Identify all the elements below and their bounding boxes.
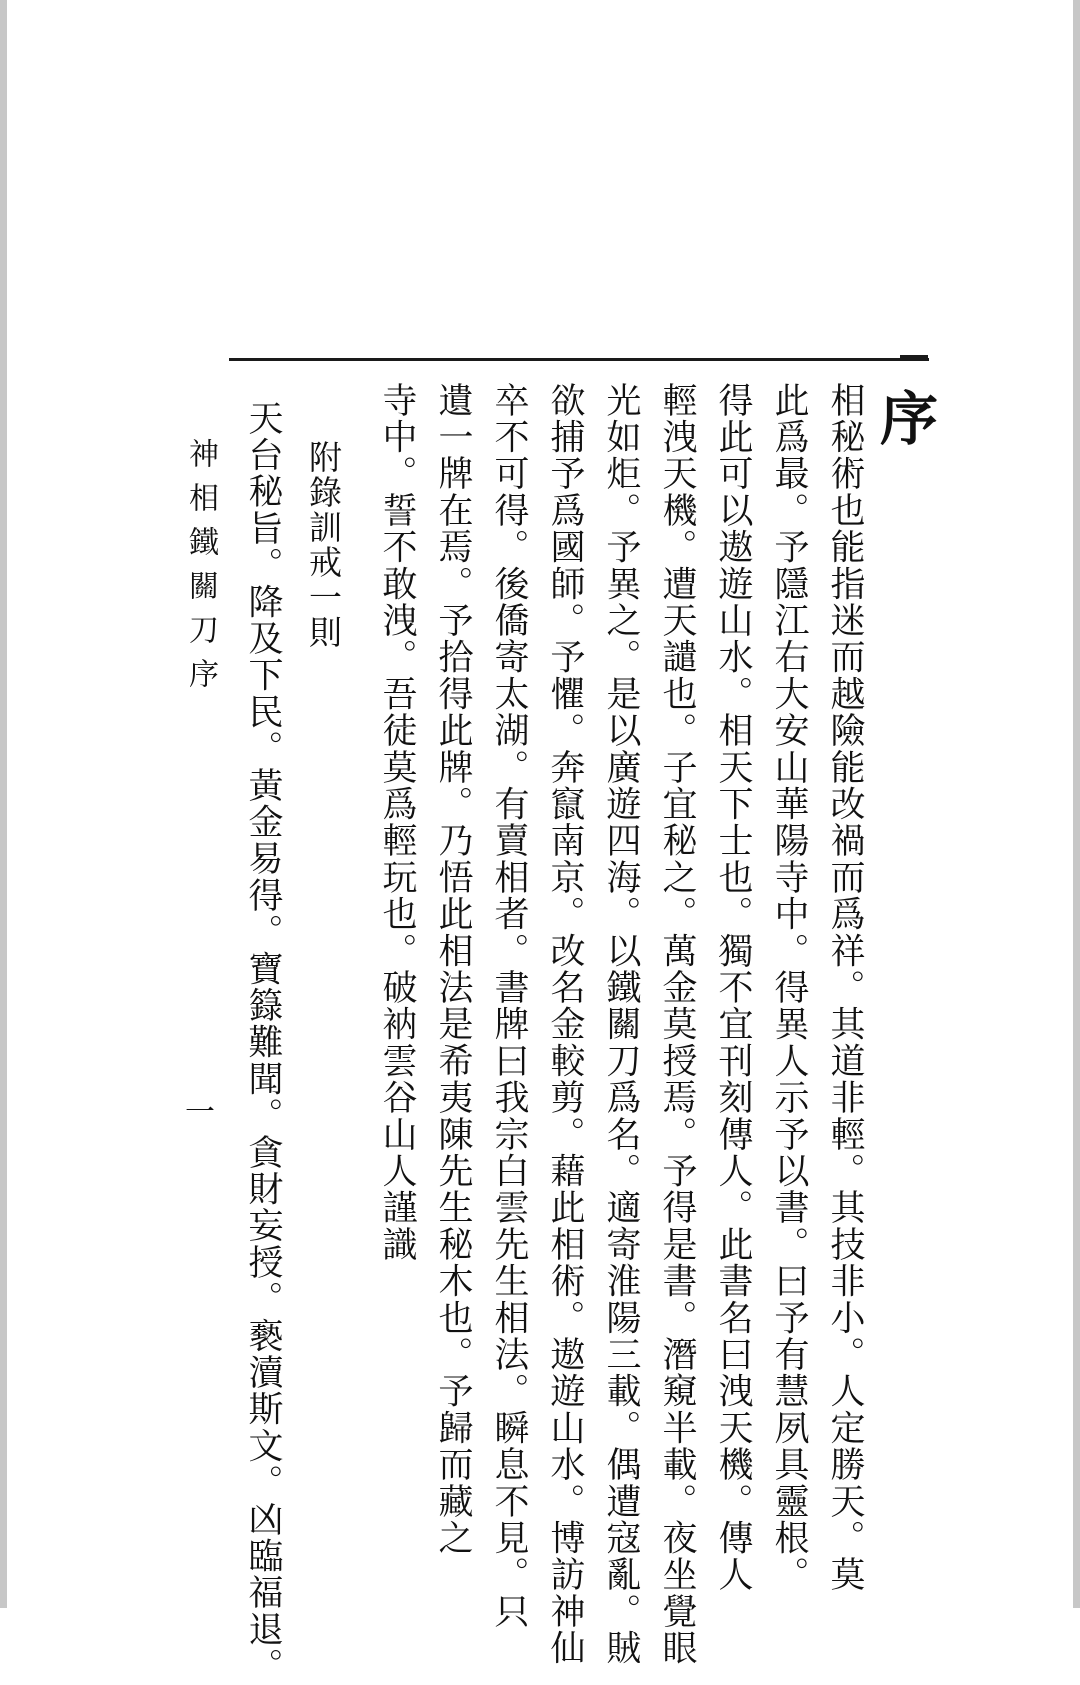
preface-column-2: 此爲最。予隱江右大安山華陽寺中。得異人示予以書。曰予有慧夙具靈根。	[769, 382, 809, 1594]
preface-column-1: 相秘術也能指迷而越險能改禍而爲祥。其道非輕。其技非小。人定勝天。莫	[825, 382, 865, 1594]
top-rule-hook	[900, 355, 928, 358]
preface-column-7: 卒不可得。後僑寄太湖。有賣相者。書牌曰我宗白雲先生相法。瞬息不見。只	[489, 382, 529, 1630]
preface-column-3: 得此可以遨遊山水。相天下士也。獨不宜刊刻傳人。此書名曰洩天機。傳人	[713, 382, 753, 1594]
appendix-text: 天台秘旨。降及下民。黃金易得。寶籙難聞。貪財妄授。褻瀆斯文。凶臨福退。	[243, 400, 283, 1685]
appendix-heading: 附錄訓戒一則	[304, 440, 343, 650]
running-title: 神相鐵關刀序	[183, 438, 218, 702]
viewer-left-border	[0, 0, 7, 1608]
preface-column-6: 欲捕予爲國師。予懼。奔竄南京。改名金較剪。藉此相術。遨遊山水。博訪神仙	[545, 382, 585, 1667]
page-number: 一	[185, 1095, 215, 1130]
preface-column-8: 遺一牌在焉。予拾得此牌。乃悟此相法是希夷陳先生秘木也。予歸而藏之	[433, 382, 473, 1557]
book-page	[7, 0, 1073, 1685]
preface-column-9: 寺中。誓不敢洩。吾徒莫爲輕玩也。破衲雲谷山人謹識	[377, 382, 417, 1263]
preface-column-5: 光如炬。予異之。是以廣遊四海。以鐵關刀爲名。適寄淮陽三載。偶遭寇亂。賊	[601, 382, 641, 1667]
top-rule	[229, 358, 929, 361]
preface-title: 序	[870, 388, 938, 446]
preface-column-4: 輕洩天機。遭天譴也。子宜秘之。萬金莫授焉。予得是書。潛窺半載。夜坐覺眼	[657, 382, 697, 1667]
viewer-right-border	[1073, 0, 1080, 1608]
